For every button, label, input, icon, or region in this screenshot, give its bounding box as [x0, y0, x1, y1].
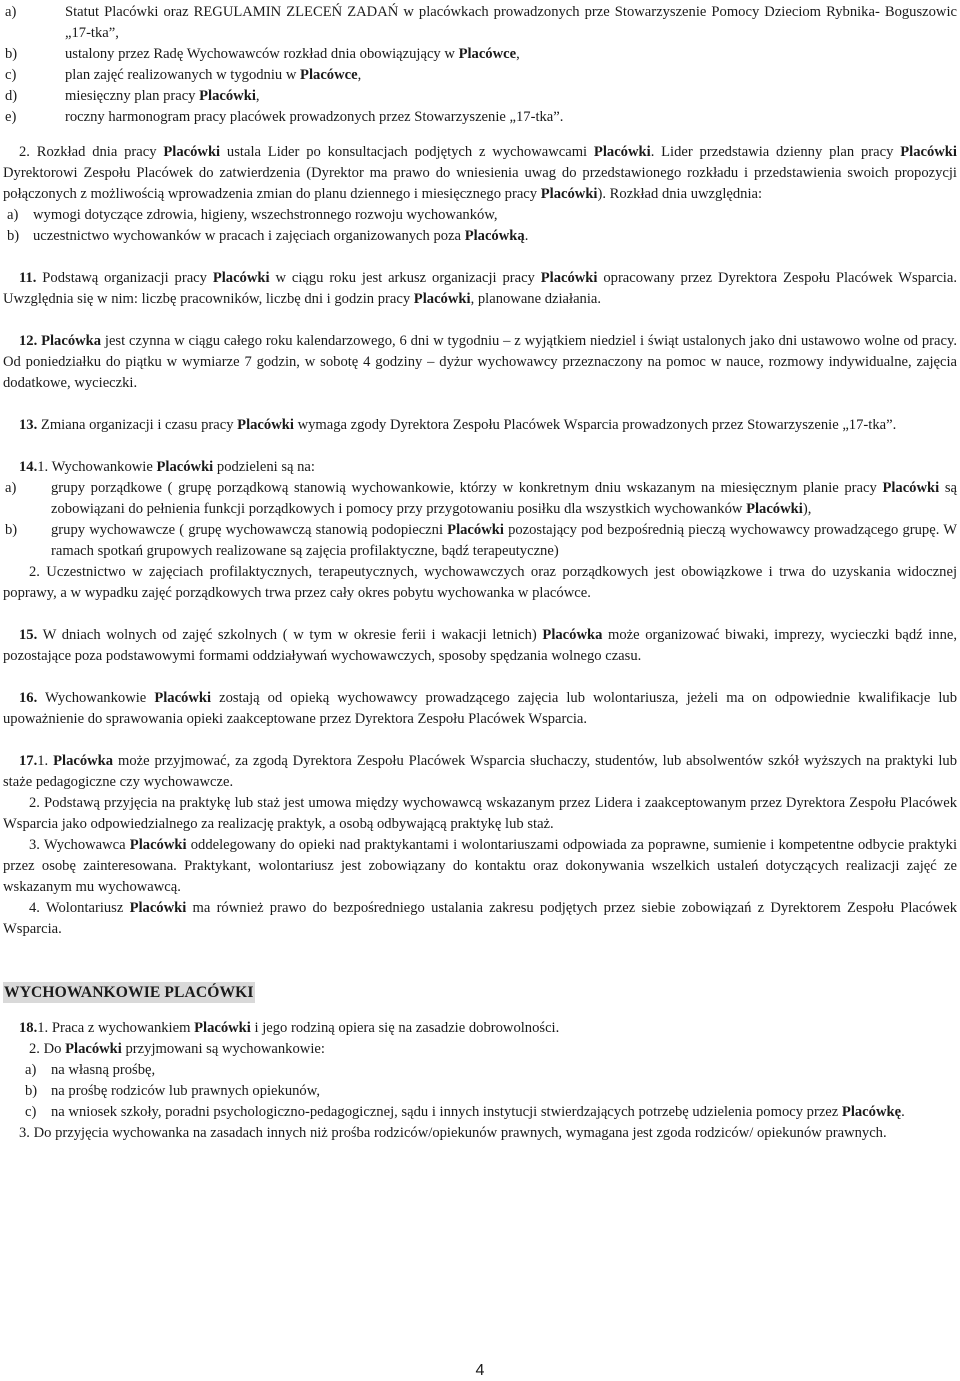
list-item: b) grupy wychowawcze ( grupę wychowawczą stanowią podopieczni Placówki pozostający pod bezpośrednią pieczą wychowawcy prowadzącego grupę. W ramach spotkań grupowych realizowane są zajęcia profilaktyczne, bądź terapeutyczne) [5, 522, 958, 559]
list-item: a) na własną prośbę, [25, 1062, 156, 1078]
list-item: c) plan zajęć realizowanych w tygodniu w Placówce, [5, 67, 362, 83]
paragraph-14-2: 2. Uczestnictwo w zajęciach profilaktycznych, terapeutycznych, wychowawczych oraz porządkowych jest obowiązkowe i trwa do uzyskania widocznej poprawy, a w wypadku zajęć porządkowych trwa przez cały okres pobytu wychowanka w placówce. [3, 564, 957, 601]
paragraph-18: 18.1. Praca z wychowankiem Placówki i jego rodziną opiera się na zasadzie dobrowolności. [19, 1020, 560, 1036]
list-item: a) wymogi dotyczące zdrowia, higieny, wszechstronnego rozwoju wychowanków, [7, 207, 498, 223]
list-item: a) grupy porządkowe ( grupę porządkową stanowią wychowankowie, którzy w konkretnym dniu wskazanym na miesięcznym planie pracy Placówki są zobowiązani do pełnienia funkcji porządkowych i pomocy przy przygotowaniu posiłku dla wszystkich wychowanków Placówki), [5, 480, 957, 517]
list-item: d) miesięczny plan pracy Placówki, [5, 88, 260, 104]
paragraph-18-2: 2. Do Placówki przyjmowani są wychowankowie: [29, 1041, 325, 1057]
paragraph-17-3: 3. Wychowawca Placówki oddelegowany do opieki nad praktykantami i wolontariuszami odpowiada za poprawne, sumienie i kompetentne odbycie praktyki przez osobę zainteresowana. Praktykant, wolontariusz jest zobowiązany do kontaktu oraz dokonywania wszelkich ustaleń dotyczących realizacji zajęć ze wskazanym mu wychowawcą. [3, 837, 957, 895]
paragraph-16: 16. Wychowankowie Placówki zostają od opieką wychowawcy prowadzącego zajęcia lub wolontariusza, jeżeli ma on odpowiednie kwalifikacje lub upoważnienie do sprawowania opieki zaakceptowane przez Dyrektora Zespołu Placówek Wsparcia. [3, 690, 957, 727]
list-item: b) na prośbę rodziców lub prawnych opiekunów, [25, 1083, 320, 1099]
list-item: b) uczestnictwo wychowanków w pracach i zajęciach organizowanych poza Placówką. [7, 228, 529, 244]
paragraph-17: 17.1. Placówka może przyjmować, za zgodą Dyrektora Zespołu Placówek Wsparcia słuchaczy, studentów, lub absolwentów szkół wyższych na praktyki lub staże pedagogiczne czy wychowawcze. [3, 753, 957, 790]
paragraph-15: 15. W dniach wolnych od zajęć szkolnych ( w tym w okresie ferii i wakacji letnich) Placówka może organizować biwaki, imprezy, wycieczki bądź inne, pozostające poza podstawowymi formami oddziaływań wychowawczych, sposoby spędzania wolnego czasu. [3, 627, 957, 664]
paragraph-11: 11. Podstawą organizacji pracy Placówki w ciągu roku jest arkusz organizacji pracy Placówki opracowany przez Dyrektora Zespołu Placówek Wsparcia. Uwzględnia się w nim: liczbę pracowników, liczbę dni i godzin pracy Placówki, planowane działania. [3, 270, 957, 307]
paragraph-17-4: 4. Wolontariusz Placówki ma również prawo do bezpośredniego ustalania zakresu podjętych przez siebie zobowiązań z Dyrektorem Zespołu Placówek Wsparcia. [3, 900, 957, 937]
paragraph-13: 13. Zmiana organizacji i czasu pracy Placówki wymaga zgody Dyrektora Zespołu Placówek Wsparcia prowadzonych przez Stowarzyszenie „17-tka”. [19, 417, 897, 433]
list-item: a) Statut Placówki oraz REGULAMIN ZLECEŃ ZADAŃ w placówkach prowadzonych prze Stowarzyszenie Pomocy Dzieciom Rybnika- Boguszowic „17-tka”, [5, 4, 957, 41]
paragraph-17-2: 2. Podstawą przyjęcia na praktykę lub staż jest umowa między wychowawcą wskazanym przez Lidera i zaakceptowanym przez Dyrektora Zespołu Placówek Wsparcia jako odpowiedzialnego za realizację praktyk, a osobą odbywającą praktykę lub staż. [3, 795, 957, 832]
section-heading: WYCHOWANKOWIE PLACÓWKI [4, 984, 254, 1001]
paragraph-2: 2. Rozkład dnia pracy Placówki ustala Lider po konsultacjach podjętych z wychowawcami Placówki. Lider przedstawia dzienny plan pracy Placówki Dyrektorowi Zespołu Placówek do zatwierdzenia (Dyrektor ma prawo do wniesienia uwag do przedstawionego rozkładu i przedstawienia swoich propozycji połączonych z możliwością wprowadzenia zmian do planu dziennego i miesięcznego pracy Placówki). Rozkład dnia uwzględnia: [3, 144, 957, 202]
list-item: c) na wniosek szkoły, poradni psychologiczno-pedagogicznej, sądu i innych instytucji stwierdzających potrzebę udzielenia pomocy przez Placówkę. [25, 1104, 905, 1120]
page-number: 4 [475, 1362, 485, 1379]
paragraph-12: 12. Placówka jest czynna w ciągu całego roku kalendarzowego, 6 dni w tygodniu – z wyjątkiem niedziel i świąt ustalonych jako dni ustawowo wolne od pracy. Od poniedziałku do piątku w wymiarze 7 godzin, w sobotę 4 godziny – dyżur wychowawcy przeznaczony na pomoc w nauce, rozmowy indywidualne, zajęcia dodatkowe, wycieczki. [3, 333, 957, 391]
paragraph-18-3: 3. Do przyjęcia wychowanka na zasadach innych niż prośba rodziców/opiekunów prawnych, wymagana jest zgoda rodziców/ opiekunów prawnych. [19, 1125, 887, 1141]
paragraph-14: 14.1. Wychowankowie Placówki podzieleni są na: [19, 459, 315, 475]
list-item: b) ustalony przez Radę Wychowawców rozkład dnia obowiązujący w Placówce, [5, 46, 520, 62]
list-item: e) roczny harmonogram pracy placówek prowadzonych przez Stowarzyszenie „17-tka”. [5, 109, 564, 125]
